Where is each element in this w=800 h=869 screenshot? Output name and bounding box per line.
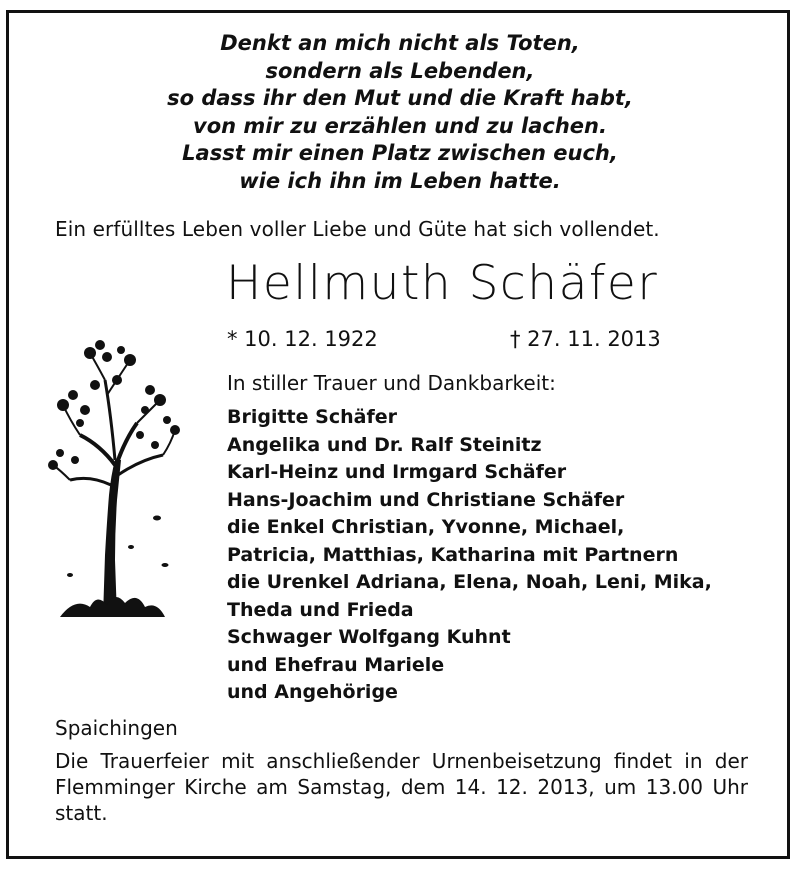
poem-line: Lasst mir einen Platz zwischen euch, — [182, 141, 618, 165]
poem-line: sondern als Lebenden, — [265, 58, 535, 83]
mourners-intro: In stiller Trauer und Dankbarkeit: — [227, 371, 556, 395]
tagline: Ein erfülltes Leben voller Liebe und Güte hat sich vollendet. — [55, 217, 660, 241]
death-date: † 27. 11. 2013 — [510, 327, 661, 351]
list-item: die Urenkel Adriana, Elena, Noah, Leni, Mika, — [227, 571, 712, 593]
list-item: Brigitte Schäfer — [227, 406, 397, 428]
list-item: Karl-Heinz und Irmgard Schäfer — [227, 461, 567, 483]
list-item: und Angehörige — [227, 681, 398, 703]
list-item: Hans-Joachim und Christiane Schäfer — [227, 488, 625, 511]
tree-silhouette-icon — [45, 335, 185, 620]
funeral-notice: Die Trauerfeier mit anschließender Urnenbeisetzung findet in der Flemminger Kirche am Samstag, dem 14. 12. 2013, um 13.00 Uhr statt. — [55, 749, 748, 825]
mourners-list — [227, 404, 712, 707]
memorial-poem — [0, 30, 800, 195]
poem-line: Denkt an mich nicht als Toten, — [220, 31, 580, 55]
poem-line: so dass ihr den Mut und die Kraft habt, — [167, 86, 633, 110]
poem-line: wie ich ihn im Leben hatte. — [239, 168, 561, 193]
list-item: Patricia, Matthias, Katharina mit Partnern — [227, 543, 679, 566]
list-item: Schwager Wolfgang Kuhnt — [227, 626, 511, 648]
place-name: Spaichingen — [55, 716, 178, 740]
list-item: Angelika und Dr. Ralf Steinitz — [227, 433, 542, 456]
list-item: die Enkel Christian, Yvonne, Michael, — [227, 516, 625, 538]
poem-line: von mir zu erzählen und zu lachen. — [193, 113, 607, 138]
list-item: Theda und Frieda — [227, 598, 414, 621]
list-item: und Ehefrau Mariele — [227, 653, 445, 676]
deceased-name: Hellmuth Schäfer — [226, 256, 659, 311]
birth-date: * 10. 12. 1922 — [227, 327, 378, 351]
